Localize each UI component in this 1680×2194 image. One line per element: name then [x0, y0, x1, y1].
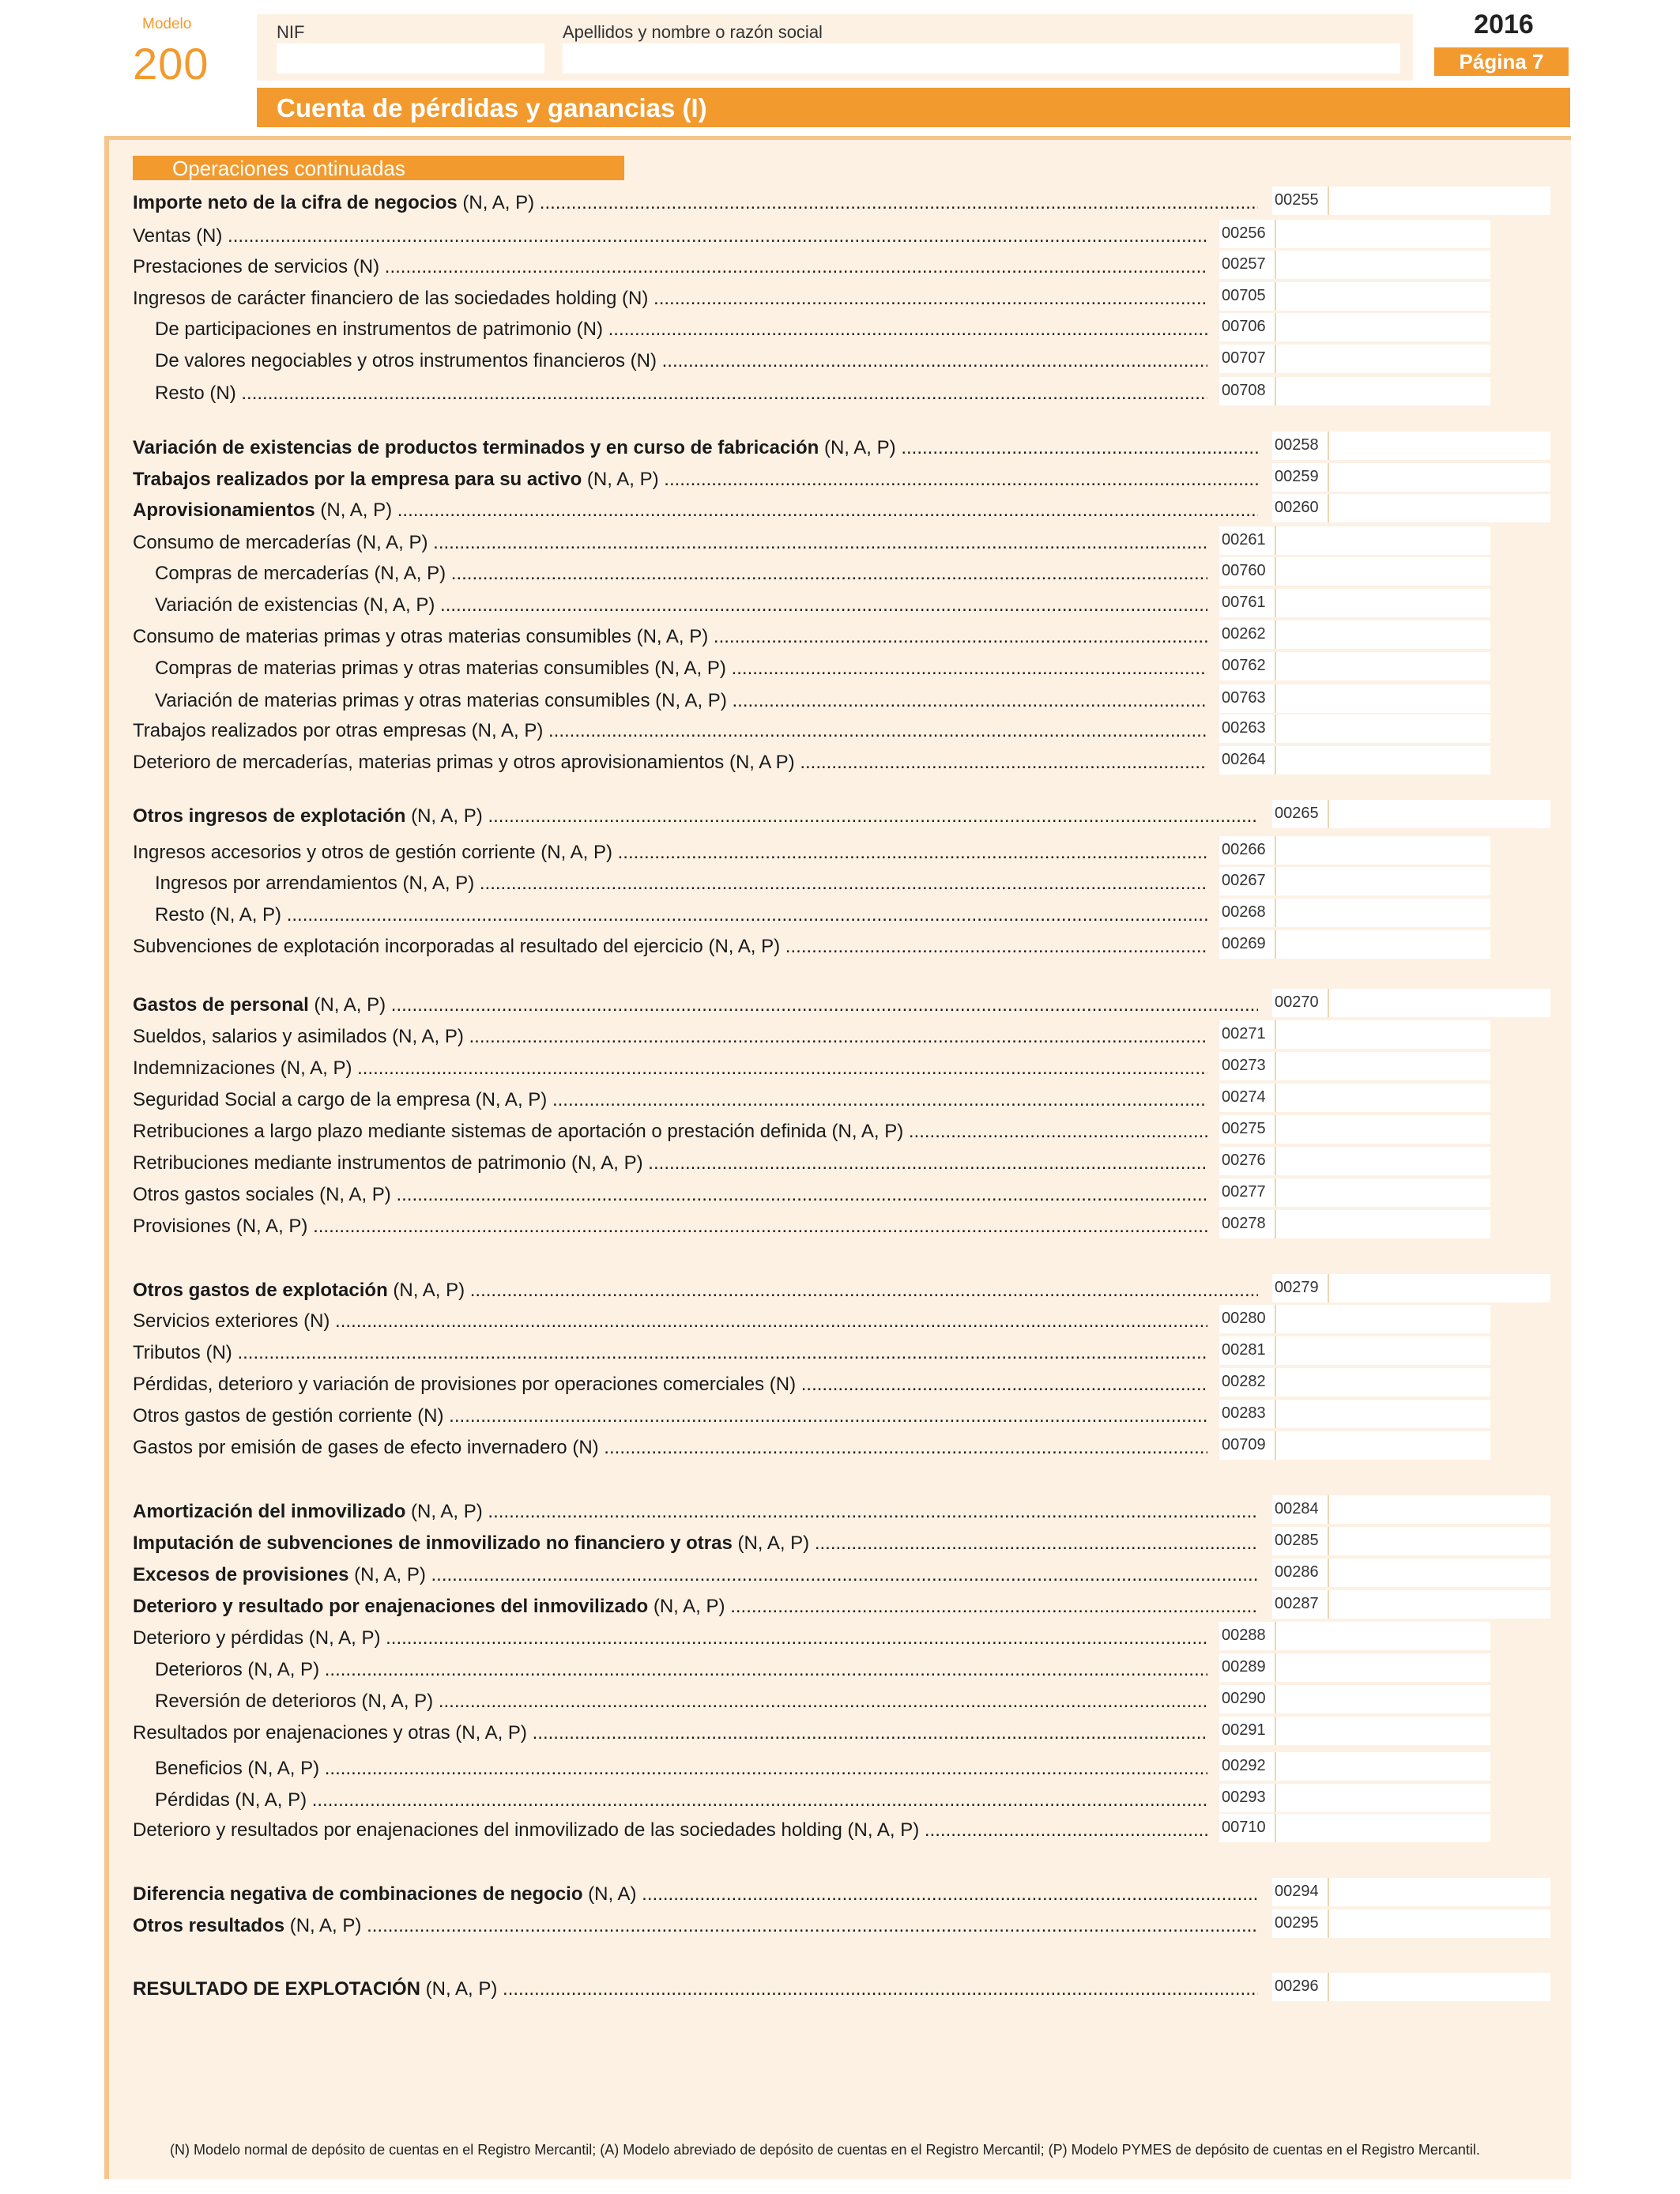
row-label-text: Ingresos de carácter financiero de las sociedades holding (N)	[133, 288, 649, 309]
row-label-bold: Otros ingresos de explotación	[133, 805, 406, 827]
row-label	[155, 318, 1207, 341]
box-code: 00280	[1222, 1310, 1266, 1327]
row-label-text: Tributos (N)	[133, 1342, 232, 1363]
row-label	[133, 499, 1258, 522]
row-label	[133, 1373, 1207, 1397]
left-rule	[104, 136, 109, 2179]
box-code: 00266	[1222, 841, 1266, 858]
row-label	[133, 1120, 1207, 1144]
row-label-text: Trabajos realizados por otras empresas (N, A, P)	[133, 720, 544, 741]
name-input[interactable]	[563, 43, 1400, 74]
box-code: 00760	[1222, 562, 1266, 579]
row-label-bold: Aprovisionamientos	[133, 499, 315, 521]
box-code: 00289	[1222, 1658, 1266, 1676]
box-code: 00268	[1222, 903, 1266, 921]
box-code: 00277	[1222, 1183, 1266, 1201]
code-separator	[1275, 1052, 1276, 1080]
row-label	[155, 349, 1207, 373]
row-label	[155, 903, 1207, 927]
row-label-bold: Gastos de personal	[133, 994, 309, 1016]
box-code: 00762	[1222, 657, 1266, 674]
row-label	[155, 382, 1207, 405]
box-code: 00705	[1222, 287, 1266, 304]
row-label	[133, 255, 1207, 279]
code-separator	[1275, 620, 1276, 649]
code-separator	[1328, 1274, 1329, 1302]
code-separator	[1275, 746, 1276, 775]
row-label	[133, 531, 1207, 555]
row-label	[133, 805, 1258, 828]
row-label-text: Variación de materias primas y otras materias consumibles (N, A, P)	[155, 690, 727, 711]
row-label	[133, 1500, 1258, 1524]
box-code: 00292	[1222, 1757, 1266, 1774]
box-code: 00270	[1275, 993, 1319, 1011]
code-separator	[1328, 1527, 1329, 1555]
code-separator	[1275, 1784, 1276, 1812]
row-label	[155, 872, 1207, 895]
row-label-bold: Otros gastos de explotación	[133, 1280, 388, 1301]
code-separator	[1328, 432, 1329, 460]
box-code: 00275	[1222, 1120, 1266, 1137]
code-separator	[1275, 1752, 1276, 1781]
row-label	[133, 1819, 1207, 1842]
box-code: 00763	[1222, 689, 1266, 707]
row-label-text: Ingresos accesorios y otros de gestión corriente (N, A, P)	[133, 842, 612, 863]
row-label-text: Retribuciones a largo plazo mediante sistemas de aportación o prestación definida (N, A, P)	[133, 1121, 904, 1142]
box-code: 00267	[1222, 872, 1266, 889]
row-label-bold: Trabajos realizados por la empresa para su activo	[133, 469, 582, 490]
row-label	[133, 1627, 1207, 1650]
year: 2016	[1474, 9, 1534, 40]
code-separator	[1275, 251, 1276, 279]
box-code: 00278	[1222, 1215, 1266, 1232]
footnote: (N) Modelo normal de depósito de cuentas en el Registro Mercantil; (A) Modelo abreviado de depósito de cuentas en el Registro Mercantil; (P) Modelo PYMES de depósito de cuentas en el Registro Mercantil.	[170, 2142, 1480, 2158]
code-separator	[1275, 1622, 1276, 1650]
row-label-text: Subvenciones de explotación incorporadas al resultado del ejercicio (N, A, P)	[133, 936, 781, 957]
row-label-text: Pérdidas (N, A, P)	[155, 1789, 307, 1811]
box-code: 00269	[1222, 935, 1266, 952]
row-label-text: Ventas (N)	[133, 225, 223, 247]
row-label-text: Compras de materias primas y otras materias consumibles (N, A, P)	[155, 658, 726, 679]
box-code: 00282	[1222, 1373, 1266, 1390]
row-label-text: (N, A, P)	[308, 994, 386, 1016]
row-label-text: Provisiones (N, A, P)	[133, 1216, 308, 1237]
code-separator	[1275, 1685, 1276, 1713]
row-label	[133, 1057, 1207, 1080]
box-code: 00264	[1222, 751, 1266, 768]
box-code: 00708	[1222, 382, 1266, 399]
row-label	[155, 689, 1207, 713]
row-label	[155, 594, 1207, 617]
row-label-text: Retribuciones mediante instrumentos de patrimonio (N, A, P)	[133, 1152, 643, 1174]
row-label-text: Otros gastos sociales (N, A, P)	[133, 1184, 391, 1205]
row-label	[133, 751, 1207, 775]
row-label	[133, 1279, 1258, 1302]
row-label-bold: RESULTADO DE EXPLOTACIÓN	[133, 1978, 421, 2000]
code-separator	[1328, 1909, 1329, 1938]
row-label	[133, 287, 1207, 311]
row-label-text: (N, A, P)	[819, 437, 896, 458]
nif-label: NIF	[277, 22, 305, 42]
row-label-text: Beneficios (N, A, P)	[155, 1758, 320, 1779]
box-code: 00263	[1222, 719, 1266, 737]
row-label	[133, 1341, 1207, 1365]
row-label-text: Otros gastos de gestión corriente (N)	[133, 1405, 444, 1427]
row-label	[155, 657, 1207, 680]
box-code: 00262	[1222, 625, 1266, 643]
row-label-text: Compras de mercaderías (N, A, P)	[155, 563, 446, 584]
box-code: 00291	[1222, 1721, 1266, 1739]
modelo-number: 200	[133, 39, 209, 89]
row-label-text: Ingresos por arrendamientos (N, A, P)	[155, 873, 475, 894]
row-label-text: Deterioros (N, A, P)	[155, 1659, 320, 1680]
row-label	[133, 436, 1258, 460]
box-code: 00261	[1222, 531, 1266, 548]
row-label-text: (N, A, P)	[457, 192, 535, 213]
code-separator	[1275, 1147, 1276, 1175]
page-badge: Página 7	[1434, 47, 1569, 76]
box-code: 00273	[1222, 1057, 1266, 1074]
box-code: 00260	[1275, 499, 1319, 516]
name-label: Apellidos y nombre o razón social	[563, 22, 823, 42]
row-label-text: Servicios exteriores (N)	[133, 1310, 330, 1332]
code-separator	[1275, 1115, 1276, 1144]
row-label-text: (N, A)	[582, 1883, 637, 1905]
box-code: 00276	[1222, 1152, 1266, 1169]
section-title: Operaciones continuadas	[172, 156, 405, 180]
row-label-bold: Amortización del inmovilizado	[133, 1501, 406, 1522]
box-code: 00290	[1222, 1690, 1266, 1707]
row-label	[133, 468, 1258, 492]
row-label	[133, 719, 1207, 743]
row-label	[155, 1757, 1207, 1781]
code-separator	[1275, 1020, 1276, 1049]
box-code: 00257	[1222, 255, 1266, 273]
box-code: 00294	[1275, 1883, 1319, 1900]
row-label-text: (N, A, P)	[582, 469, 659, 490]
box-code: 00256	[1222, 224, 1266, 242]
code-separator	[1275, 684, 1276, 713]
row-label	[155, 1690, 1207, 1713]
code-separator	[1328, 989, 1329, 1017]
row-label-bold: Imputación de subvenciones de inmovilizado no financiero y otras	[133, 1532, 733, 1554]
code-separator	[1275, 1431, 1276, 1460]
row-label	[133, 191, 1258, 215]
row-label	[133, 1563, 1258, 1587]
box-code: 00296	[1275, 1977, 1319, 1995]
row-label	[133, 1404, 1207, 1428]
code-separator	[1275, 377, 1276, 405]
code-separator	[1275, 1400, 1276, 1428]
row-label	[155, 1789, 1207, 1812]
row-label	[133, 1883, 1258, 1906]
row-label	[133, 1532, 1258, 1555]
code-separator	[1328, 800, 1329, 828]
box-code: 00279	[1275, 1279, 1319, 1296]
box-code: 00287	[1275, 1595, 1319, 1612]
code-separator	[1275, 1717, 1276, 1745]
row-label	[133, 224, 1207, 248]
code-separator	[1275, 557, 1276, 586]
nif-input[interactable]	[277, 43, 544, 74]
row-label	[133, 1914, 1258, 1938]
row-label-text: (N, A, P)	[405, 805, 483, 827]
box-code: 00285	[1275, 1532, 1319, 1549]
code-separator	[1275, 1368, 1276, 1397]
code-separator	[1275, 282, 1276, 311]
code-separator	[1328, 494, 1329, 522]
row-label-bold: Variación de existencias de productos terminados y en curso de fabricación	[133, 437, 819, 458]
row-label-bold: Deterioro y resultado por enajenaciones del inmovilizado	[133, 1596, 649, 1617]
row-label	[133, 625, 1207, 649]
row-label-bold: Excesos de provisiones	[133, 1564, 349, 1585]
code-separator	[1275, 526, 1276, 555]
row-label-text: De participaciones en instrumentos de patrimonio (N)	[155, 319, 603, 340]
box-code: 00295	[1275, 1914, 1319, 1932]
box-code: 00255	[1275, 191, 1319, 209]
code-separator	[1275, 899, 1276, 927]
box-code: 00271	[1222, 1025, 1266, 1042]
code-separator	[1328, 187, 1329, 215]
row-label	[133, 993, 1258, 1017]
row-label	[133, 1215, 1207, 1238]
row-label-text: (N, A, P)	[732, 1532, 810, 1554]
code-separator	[1275, 652, 1276, 680]
row-label	[133, 1152, 1207, 1175]
code-separator	[1328, 1590, 1329, 1619]
code-separator	[1275, 1210, 1276, 1238]
box-code: 00710	[1222, 1819, 1266, 1836]
row-label-text: Consumo de mercaderías (N, A, P)	[133, 532, 428, 553]
row-label-text: (N, A, P)	[648, 1596, 725, 1617]
row-label-text: Prestaciones de servicios (N)	[133, 256, 380, 277]
box-code: 00288	[1222, 1627, 1266, 1644]
row-label	[133, 841, 1207, 865]
code-separator	[1275, 1305, 1276, 1333]
code-separator	[1275, 589, 1276, 617]
row-label	[133, 1310, 1207, 1333]
row-label-text: Seguridad Social a cargo de la empresa (N, A, P)	[133, 1089, 548, 1110]
box-code: 00706	[1222, 318, 1266, 335]
row-label	[133, 1595, 1258, 1619]
code-separator	[1275, 1178, 1276, 1207]
row-label-text: Resto (N, A, P)	[155, 904, 282, 925]
top-rule	[109, 136, 1571, 140]
code-separator	[1275, 867, 1276, 895]
row-label	[133, 1183, 1207, 1207]
code-separator	[1275, 836, 1276, 865]
row-label-text: (N, A, P)	[405, 1501, 483, 1522]
row-label	[155, 562, 1207, 586]
code-separator	[1328, 1495, 1329, 1524]
row-label-text: Deterioro de mercaderías, materias primas y otros aprovisionamientos (N, A P)	[133, 752, 795, 773]
row-label-bold: Diferencia negativa de combinaciones de negocio	[133, 1883, 583, 1905]
row-label	[133, 1721, 1207, 1745]
code-separator	[1275, 930, 1276, 959]
box-code: 00259	[1275, 468, 1319, 485]
row-label-text: Pérdidas, deterioro y variación de provisiones por operaciones comerciales (N)	[133, 1374, 797, 1395]
row-label-text: Gastos por emisión de gases de efecto invernadero (N)	[133, 1437, 599, 1458]
row-label-text: Reversión de deterioros (N, A, P)	[155, 1691, 434, 1712]
box-code: 00761	[1222, 594, 1266, 611]
row-label-text: (N, A, P)	[284, 1915, 362, 1936]
row-label	[133, 935, 1207, 959]
code-separator	[1275, 313, 1276, 341]
row-label-text: Variación de existencias (N, A, P)	[155, 594, 435, 616]
row-label	[133, 1436, 1207, 1460]
code-separator	[1328, 1559, 1329, 1587]
code-separator	[1275, 1084, 1276, 1112]
code-separator	[1275, 1653, 1276, 1682]
box-code: 00293	[1222, 1789, 1266, 1806]
row-label	[133, 1977, 1258, 2001]
code-separator	[1328, 1878, 1329, 1906]
row-label-bold: Importe neto de la cifra de negocios	[133, 192, 458, 213]
box-code: 00258	[1275, 436, 1319, 454]
code-separator	[1275, 345, 1276, 373]
code-separator	[1328, 1973, 1329, 2001]
row-label-text: (N, A, P)	[420, 1978, 498, 2000]
row-label-text: De valores negociables y otros instrumentos financieros (N)	[155, 350, 657, 371]
code-separator	[1275, 1336, 1276, 1365]
row-label-text: Resultados por enajenaciones y otras (N, A, P)	[133, 1722, 527, 1744]
row-label-text: Sueldos, salarios y asimilados (N, A, P)	[133, 1026, 464, 1047]
box-code: 00284	[1275, 1500, 1319, 1517]
row-label-text: (N, A, P)	[348, 1564, 426, 1585]
box-code: 00707	[1222, 349, 1266, 367]
row-label	[155, 1658, 1207, 1682]
row-label-text: Indemnizaciones (N, A, P)	[133, 1057, 352, 1079]
code-separator	[1328, 463, 1329, 492]
box-code: 00274	[1222, 1088, 1266, 1106]
row-label-bold: Otros resultados	[133, 1915, 285, 1936]
row-label-text: (N, A, P)	[315, 499, 393, 521]
box-code: 00283	[1222, 1404, 1266, 1422]
page-title: Cuenta de pérdidas y ganancias (I)	[277, 93, 707, 123]
box-code: 00265	[1275, 805, 1319, 822]
code-separator	[1275, 714, 1276, 743]
row-label-text: (N, A, P)	[387, 1280, 465, 1301]
row-label-text: Resto (N)	[155, 383, 236, 404]
code-separator	[1275, 220, 1276, 248]
modelo-label: Modelo	[142, 16, 192, 32]
box-code: 00709	[1222, 1436, 1266, 1453]
box-code: 00281	[1222, 1341, 1266, 1359]
row-label-text: Consumo de materias primas y otras materias consumibles (N, A, P)	[133, 626, 709, 647]
row-label	[133, 1025, 1207, 1049]
box-code: 00286	[1275, 1563, 1319, 1581]
row-label-text: Deterioro y resultados por enajenaciones del inmovilizado de las sociedades holding (N, A, P)	[133, 1819, 920, 1841]
row-label-text: Deterioro y pérdidas (N, A, P)	[133, 1627, 381, 1649]
row-label	[133, 1088, 1207, 1112]
code-separator	[1275, 1814, 1276, 1842]
